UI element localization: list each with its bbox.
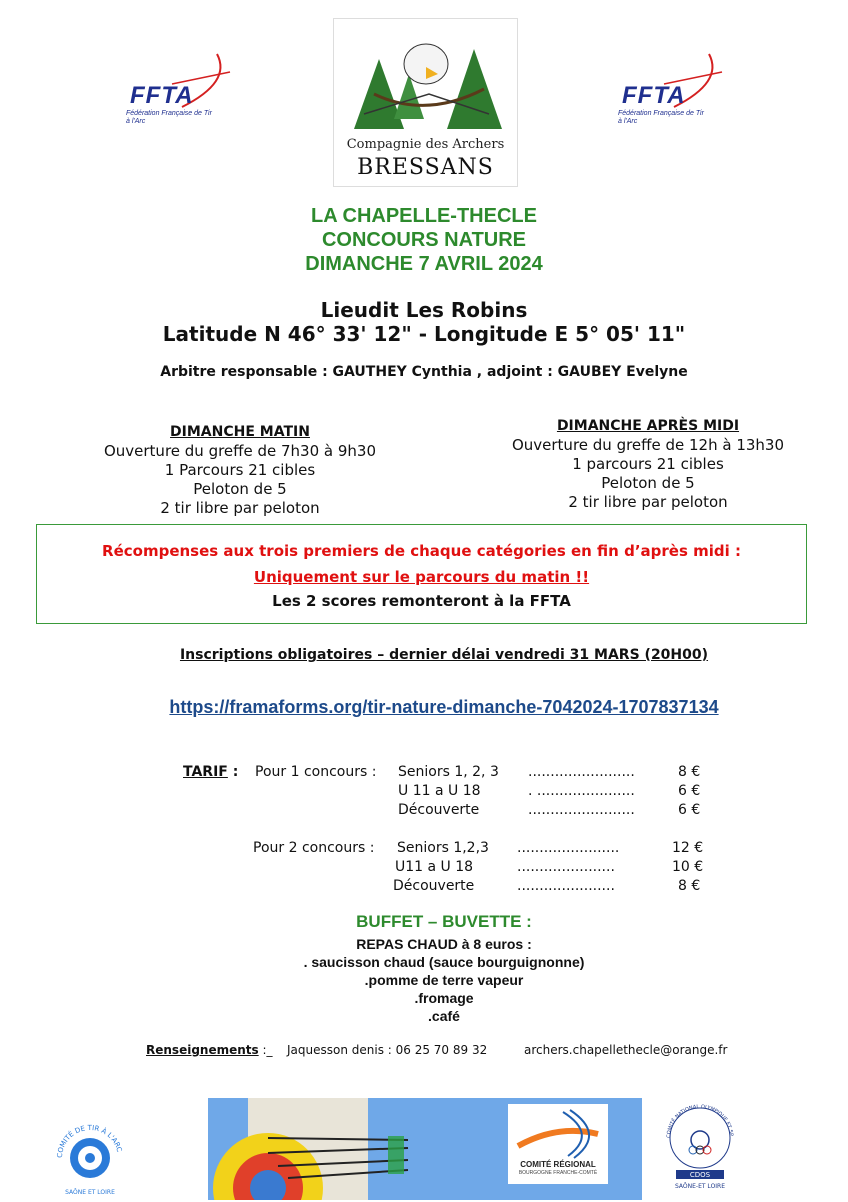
location-coords: Latitude N 46° 33' 12" - Longitude E 5° 05' 11" <box>162 322 686 346</box>
buffet-menu <box>0 935 848 1025</box>
tarif-row: Seniors 1, 2, 3 ........................ 8 € <box>398 764 701 780</box>
inscriptions-deadline: Inscriptions obligatoires – dernier délai vendredi 31 MARS (20H00) <box>179 647 709 663</box>
tarif-row: Seniors 1,2,3 ....................... 12 € <box>397 840 704 856</box>
morning-line: Peloton de 5 <box>193 480 287 498</box>
awards-line-1: Récompenses aux trois premiers de chaque catégories en fin d’après midi : <box>102 542 741 560</box>
comite-tir-emblem-icon <box>50 1118 130 1198</box>
regional-emblem-icon <box>508 1104 608 1160</box>
morning-line: Ouverture du greffe de 7h30 à 9h30 <box>103 442 377 460</box>
menu-line: .café <box>428 1008 460 1024</box>
tarif-two-prefix: Pour 2 concours : <box>253 840 375 856</box>
comite-tir-logo <box>50 1118 130 1198</box>
tarif-colon: : <box>227 764 239 780</box>
renseignements: Renseignements :_ Jaquesson denis : 06 25 70 89 32 archers.chapellethecle@orange.fr <box>146 1043 728 1057</box>
tarif-row: Découverte ........................ 6 € <box>398 802 701 818</box>
tarif-row: U11 a U 18 ...................... 10 € <box>395 859 704 875</box>
eagle-emblem-icon <box>334 19 517 137</box>
morning-heading: DIMANCHE MATIN <box>170 424 310 440</box>
menu-line: .pomme de terre vapeur <box>364 972 524 988</box>
regional-name: COMITÉ RÉGIONAL <box>520 1160 596 1169</box>
contact-email[interactable]: archers.chapellethecle@orange.fr <box>524 1043 728 1057</box>
tarif-section <box>183 763 743 903</box>
afternoon-line: 2 tir libre par peloton <box>568 493 728 511</box>
club-name-line1: Compagnie des Archers <box>346 137 505 152</box>
ffta-subtitle: Fédération Française de Tir à l'Arc <box>126 110 212 125</box>
registration-link[interactable]: https://framaforms.org/tir-nature-dimanche-7042024-1707837134 <box>169 697 719 717</box>
menu-line: REPAS CHAUD à 8 euros : <box>356 936 532 952</box>
title-line-2: CONCOURS NATURE <box>321 229 527 251</box>
afternoon-schedule <box>488 417 808 512</box>
tarif-row: U 11 a U 18 . ...................... 6 € <box>398 783 701 799</box>
regional-region: BOURGOGNE FRANCHE-COMTÉ <box>518 1170 598 1176</box>
club-logo <box>333 18 518 187</box>
location <box>0 298 848 346</box>
menu-line: .fromage <box>414 990 474 1006</box>
awards-box <box>36 524 807 624</box>
arbitre-line: Arbitre responsable : GAUTHEY Cynthia , adjoint : GAUBEY Evelyne <box>160 364 688 380</box>
cdos-sub: SAÔNE-ET LOIRE <box>674 1183 726 1190</box>
club-name-line2: BRESSANS <box>357 155 494 180</box>
contact-phone: Jaquesson denis : 06 25 70 89 32 <box>287 1043 488 1057</box>
morning-schedule <box>80 423 400 518</box>
event-title <box>0 204 848 276</box>
comite-tir-sub: SAÔNE ET LOIRE <box>65 1189 115 1196</box>
awards-line-2: Uniquement sur le parcours du matin !! <box>253 568 590 586</box>
afternoon-line: Peloton de 5 <box>601 474 695 492</box>
title-line-3: DIMANCHE 7 AVRIL 2024 <box>305 253 543 275</box>
ffta-wordmark: FFTA <box>622 82 686 109</box>
cdos-label: CDOS <box>689 1171 711 1179</box>
afternoon-line: Ouverture du greffe de 12h à 13h30 <box>511 436 785 454</box>
comite-tir-ring-text: COMITÉ DE TIR À L'ARC <box>55 1123 124 1159</box>
comite-regional-logo <box>508 1104 608 1184</box>
morning-line: 2 tir libre par peloton <box>160 499 320 517</box>
ffta-logo-left <box>122 52 232 125</box>
afternoon-heading: DIMANCHE APRÈS MIDI <box>556 418 740 434</box>
awards-line-3: Les 2 scores remonteront à la FFTA <box>272 592 571 610</box>
tarif-label: TARIF <box>183 764 228 780</box>
ffta-wordmark: FFTA <box>130 82 194 109</box>
location-place: Lieudit Les Robins <box>320 298 528 322</box>
tarif-one-prefix: Pour 1 concours : <box>255 764 377 780</box>
cdos-logo <box>660 1098 740 1198</box>
buffet-heading: BUFFET – BUVETTE : <box>356 912 532 931</box>
ffta-subtitle: Fédération Française de Tir à l'Arc <box>618 110 704 125</box>
cdos-ring-text: COMITÉ NATIONAL OLYMPIQUE ET SP <box>665 1103 734 1139</box>
title-line-1: LA CHAPELLE-THECLE <box>311 205 537 227</box>
afternoon-line: 1 parcours 21 cibles <box>572 455 724 473</box>
ffta-logo-right <box>614 52 724 125</box>
tarif-row: Découverte ...................... 8 € <box>393 878 701 894</box>
morning-line: 1 Parcours 21 cibles <box>164 461 316 479</box>
menu-line: . saucisson chaud (sauce bourguignonne) <box>303 954 585 970</box>
renseignements-label: Renseignements <box>146 1043 259 1057</box>
cdos-emblem-icon <box>660 1098 740 1198</box>
